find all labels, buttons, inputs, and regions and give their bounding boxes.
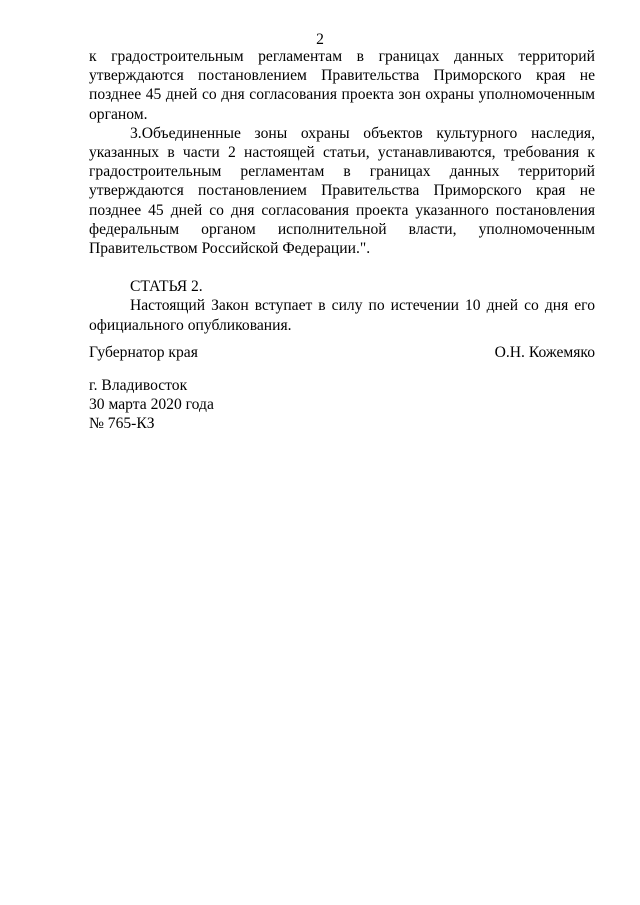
footer-city: г. Владивосток: [89, 377, 188, 394]
signature-block: [89, 343, 595, 362]
footer-law-number: № 765-КЗ: [89, 415, 155, 433]
signatory-position: Губернатор края: [89, 344, 198, 361]
document-footer: [89, 376, 214, 434]
article-text: Настоящий Закон вступает в силу по истечении 10 дней со дня его официального опубликования.: [89, 297, 595, 334]
page-number: 2: [316, 31, 324, 48]
footer-date: 30 марта 2020 года: [89, 396, 214, 414]
document-body: [89, 47, 595, 335]
paragraph-continuation: к градостроительным регламентам в границах данных территорий утверждаются постановлением Правительства Приморского края не позднее 45 дней со дня согласования проекта зон охраны уполномоченным органом.: [89, 48, 595, 123]
article-heading: СТАТЬЯ 2.: [130, 278, 203, 296]
paragraph-part-3: 3.Объединенные зоны охраны объектов культурного наследия, указанных в части 2 настоящей статьи, устанавливаются, требования к градостроительным регламентам в границах данных территорий утверждаются постановлением Правительства Приморского края не позднее 45 дней со дня согласования проекта указанного постановления федеральным органом исполнительной власти, уполномоченным Правительством Российской Федерации.".: [89, 124, 595, 258]
signatory-name: О.Н. Кожемяко: [494, 344, 595, 361]
